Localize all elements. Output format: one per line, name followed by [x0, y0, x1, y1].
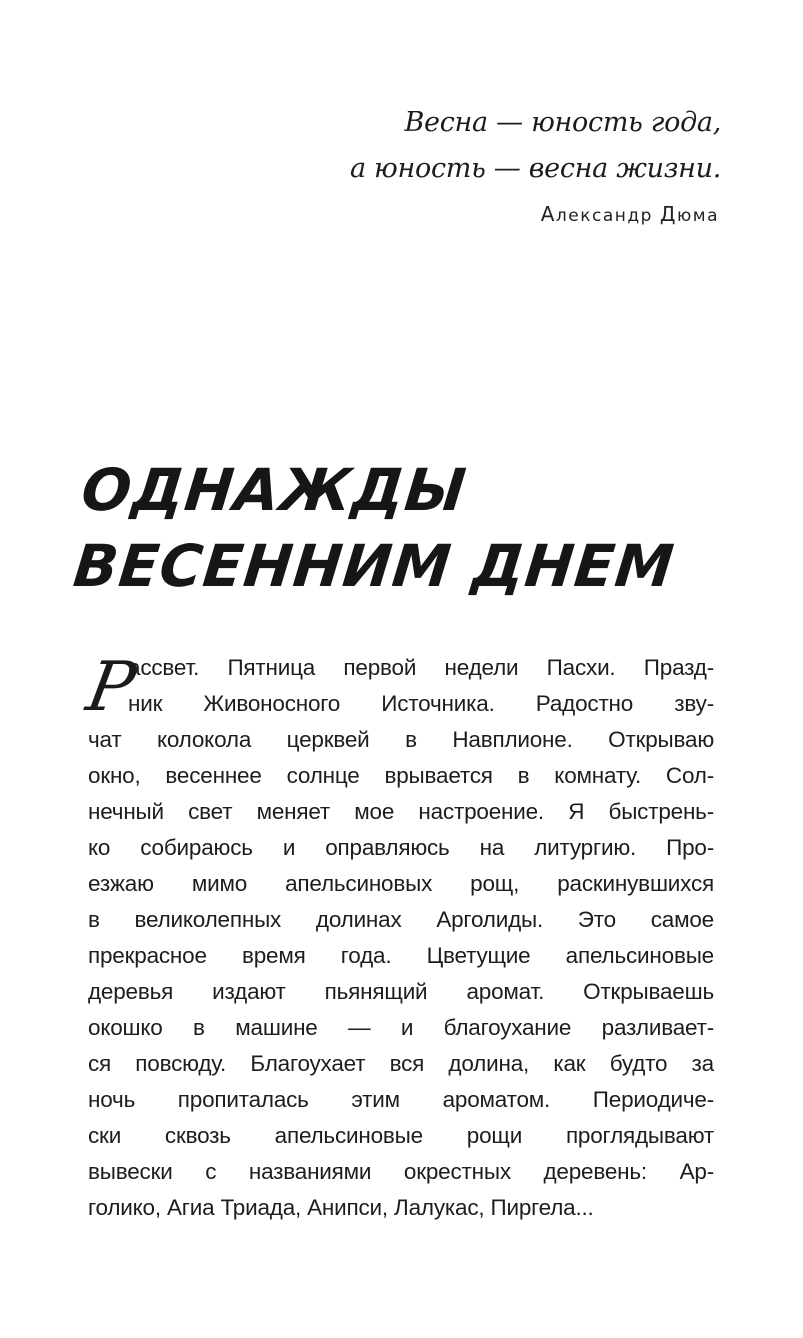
body-line: в великолепных долинах Арголиды. Это самое — [88, 907, 714, 932]
chapter-title-line-1: ОДНАЖДЫ — [78, 456, 470, 524]
body-line: окно, весеннее солнце врывается в комнату. Сол- — [88, 763, 714, 788]
epigraph-author — [350, 202, 721, 226]
body-text — [81, 648, 714, 1226]
author-rest-2: юма — [676, 206, 719, 226]
body-line: ассвет. Пятница первой недели Пасхи. Празд- — [128, 655, 714, 680]
author-initial-2: Д — [659, 202, 677, 226]
body-line: ски сквозь апельсиновые рощи проглядывают — [88, 1123, 714, 1148]
body-line: ко собираюсь и оправляюсь на литургию. Про- — [88, 835, 714, 860]
body-line: голико, Агиа Триада, Анипси, Лалукас, Пиргела... — [88, 1195, 594, 1220]
drop-cap: Р — [81, 648, 141, 727]
chapter-title — [70, 452, 686, 604]
body-line: ся повсюду. Благоухает вся долина, как будто за — [88, 1051, 714, 1076]
author-initial-1: А — [540, 202, 556, 226]
chapter-title-line-2: ВЕСЕННИМ ДНЕМ — [70, 532, 678, 600]
body-line: окошко в машине — и благоухание разливает- — [88, 1015, 714, 1040]
epigraph-line-1: Весна — юность года, — [404, 107, 721, 138]
body-line: езжаю мимо апельсиновых рощ, раскинувшихся — [88, 871, 714, 896]
epigraph-line-2: а юность — весна жизни. — [349, 153, 721, 184]
body-line: вывески с названиями окрестных деревень: Ар- — [88, 1159, 714, 1184]
body-line: ночь пропиталась этим ароматом. Периодиче- — [88, 1087, 714, 1112]
body-line: ник Живоносного Источника. Радостно зву- — [128, 691, 714, 716]
body-line: чат колокола церквей в Навплионе. Открываю — [88, 727, 714, 752]
body-line: деревья издают пьянящий аромат. Открываешь — [88, 979, 714, 1004]
body-line: нечный свет меняет мое настроение. Я быстрень- — [88, 799, 714, 824]
body-line: прекрасное время года. Цветущие апельсиновые — [88, 943, 714, 968]
author-rest-1: лександр — [555, 206, 653, 226]
epigraph — [350, 100, 721, 226]
